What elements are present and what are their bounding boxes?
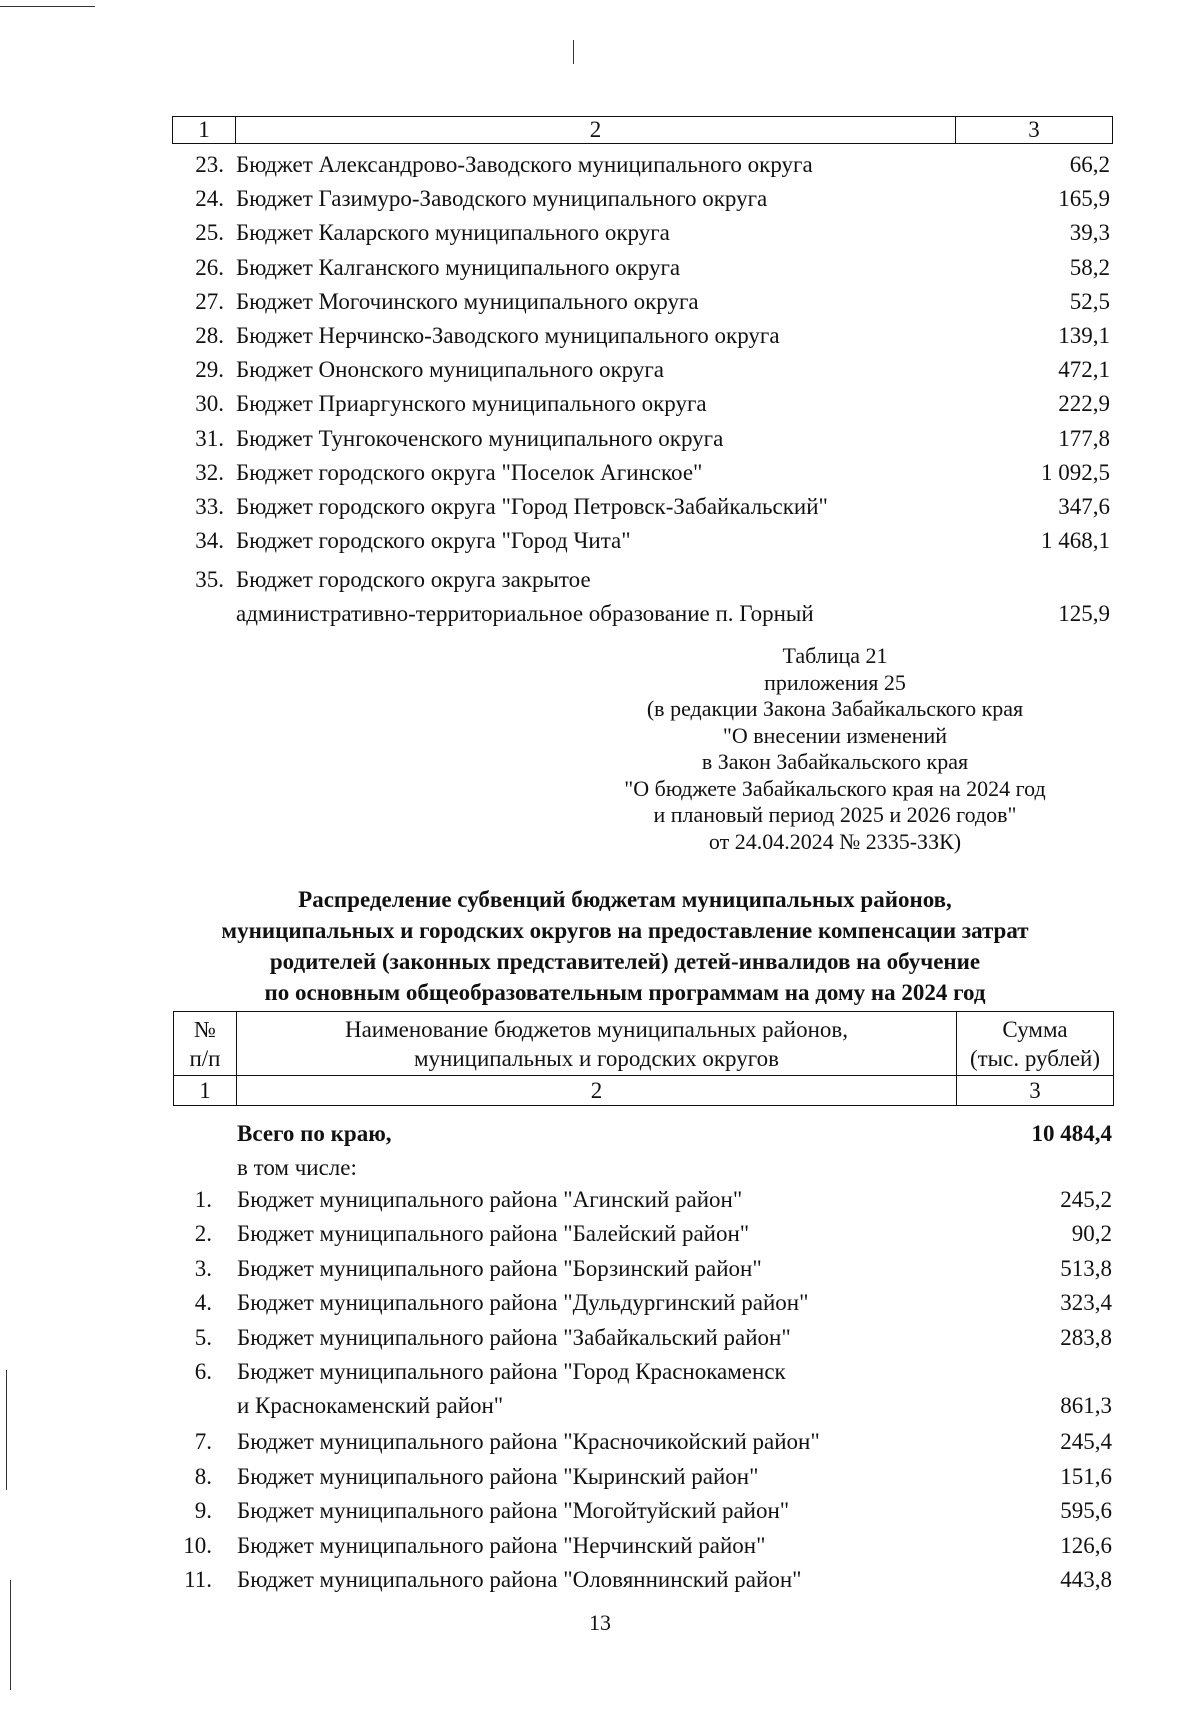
row-name: Бюджет городского округа "Поселок Агинское" <box>236 459 703 485</box>
row-name: Бюджет муниципального района "Красночикойский район" <box>237 1429 820 1454</box>
total-value: 10 484,4 <box>1031 1121 1112 1146</box>
row-value: 90,2 <box>1071 1221 1112 1247</box>
annex-line: в Закон Забайкальского края <box>701 749 969 774</box>
row-name: Бюджет муниципального района "Могойтуйский район" <box>237 1498 790 1523</box>
row-number: 26. <box>195 254 224 280</box>
table-row <box>0 251 1200 285</box>
row-number: 5. <box>194 1324 212 1350</box>
table-row <box>0 1494 1200 1528</box>
table-row <box>0 524 1200 558</box>
row-name: Бюджет муниципального района "Кыринский район" <box>237 1463 759 1489</box>
annex-line: Таблица 21 <box>782 643 888 668</box>
row-value: 245,4 <box>1060 1429 1112 1454</box>
annex-block <box>570 643 1100 855</box>
row-number: 6. <box>194 1359 212 1384</box>
row-name: Бюджет Калганского муниципального округа <box>236 254 681 280</box>
annex-line: и плановый период 2025 и 2026 годов" <box>653 802 1017 827</box>
row-value: 125,9 <box>1058 601 1110 626</box>
scan-artifact-top-left <box>0 6 95 7</box>
table-row <box>0 1286 1200 1320</box>
row-number: 11. <box>184 1567 212 1592</box>
row-value: 1 092,5 <box>1041 459 1110 485</box>
row-number: 25. <box>195 220 224 246</box>
row-value: 52,5 <box>1069 288 1110 314</box>
table-row <box>0 216 1200 250</box>
row-value: 177,8 <box>1058 425 1110 451</box>
col-sum-header: Сумма (тыс. рублей) <box>957 1012 1114 1076</box>
annex-line: (в редакции Закона Забайкальского края <box>646 696 1024 721</box>
document-title <box>150 884 1100 1008</box>
annex-line: "О бюджете Забайкальского края на 2024 год <box>624 775 1046 801</box>
row-number: 8. <box>194 1463 212 1489</box>
row-number: 28. <box>195 323 224 348</box>
table-row <box>0 1183 1200 1217</box>
table-row <box>0 1217 1200 1251</box>
annex-line: от 24.04.2024 № 2335-ЗЗК) <box>708 828 962 854</box>
row-name: Бюджет муниципального района "Нерчинский район" <box>237 1532 766 1558</box>
row-name: Бюджет муниципального района "Балейский район" <box>237 1221 750 1247</box>
scan-artifact-top-mark <box>573 40 574 64</box>
total-label: Всего по краю, <box>237 1121 392 1146</box>
row-value: 323,4 <box>1060 1290 1112 1316</box>
row-number: 7. <box>194 1429 212 1454</box>
table-row <box>0 1563 1200 1597</box>
table-row <box>0 563 1200 633</box>
including-label: в том числе: <box>237 1155 357 1180</box>
row-name: Бюджет городского округа "Город Петровск-Забайкальский" <box>236 494 828 519</box>
table-row <box>0 387 1200 421</box>
row-number: 29. <box>195 357 224 383</box>
row-number: 33. <box>195 494 224 519</box>
col-name-header: Наименование бюджетов муниципальных районов, муниципальных и городских округов <box>237 1012 957 1076</box>
row-name: Бюджет муниципального района "Забайкальский район" <box>237 1324 791 1350</box>
row-value: 222,9 <box>1058 391 1110 417</box>
row-number: 24. <box>195 186 224 212</box>
col-number-header: № п/п <box>174 1012 237 1076</box>
row-number: 3. <box>194 1255 212 1281</box>
top-col3-header: 3 <box>956 117 1113 144</box>
row-number: 4. <box>194 1290 212 1316</box>
col-name-index: 2 <box>237 1076 957 1106</box>
table-row <box>0 1529 1200 1563</box>
title-line: муниципальных и городских округов на предоставление компенсации затрат <box>221 918 1029 943</box>
row-value: 126,6 <box>1060 1532 1112 1558</box>
table-row <box>0 422 1200 456</box>
table-row <box>0 285 1200 319</box>
row-value: 513,8 <box>1060 1255 1112 1281</box>
row-number: 1. <box>194 1187 212 1212</box>
row-number: 9. <box>194 1498 212 1523</box>
row-name: Бюджет городского округа "Город Чита" <box>236 528 631 554</box>
row-number: 23. <box>195 152 224 177</box>
row-number: 34. <box>195 528 224 554</box>
row-value: 66,2 <box>1069 152 1110 177</box>
table-row <box>0 456 1200 490</box>
table-row <box>0 319 1200 353</box>
row-name: Бюджет муниципального района "Оловяннинский район" <box>237 1567 802 1592</box>
row-value: 1 468,1 <box>1041 528 1110 554</box>
table-row <box>0 148 1200 182</box>
row-value: 165,9 <box>1058 186 1110 212</box>
main-table-header <box>173 1011 1114 1106</box>
table-row <box>0 1355 1200 1425</box>
row-name-line1: Бюджет городского округа закрытое <box>236 567 591 592</box>
row-value: 283,8 <box>1060 1324 1112 1350</box>
col-number-index: 1 <box>174 1076 237 1106</box>
title-line: по основным общеобразовательным программам на дому на 2024 год <box>264 980 986 1005</box>
row-name: Бюджет Каларского муниципального округа <box>236 220 670 246</box>
row-value: 443,8 <box>1060 1567 1112 1592</box>
row-name: Бюджет Нерчинско-Заводского муниципального округа <box>236 323 780 348</box>
row-number: 31. <box>195 425 224 451</box>
row-value: 347,6 <box>1058 494 1110 519</box>
row-name-line1: Бюджет муниципального района "Город Краснокаменск <box>237 1359 786 1384</box>
row-name-line2: и Краснокаменский район" <box>237 1393 504 1418</box>
title-line: родителей (законных представителей) детей-инвалидов на обучение <box>269 949 981 974</box>
row-value: 58,2 <box>1069 254 1110 280</box>
row-name: Бюджет Газимуро-Заводского муниципального округа <box>236 186 768 212</box>
row-number: 2. <box>194 1221 212 1247</box>
row-value: 595,6 <box>1060 1498 1112 1523</box>
row-number: 10. <box>183 1532 212 1558</box>
table-row <box>0 1425 1200 1459</box>
row-value: 245,2 <box>1060 1187 1112 1212</box>
row-name: Бюджет Ононского муниципального округа <box>236 357 664 383</box>
table-row <box>0 353 1200 387</box>
top-col1-header: 1 <box>173 117 236 144</box>
row-name: Бюджет Тунгокоченского муниципального округа <box>236 425 724 451</box>
col-sum-index: 3 <box>957 1076 1114 1106</box>
row-name: Бюджет Приаргунского муниципального округа <box>236 391 707 417</box>
row-name: Бюджет муниципального района "Борзинский район" <box>237 1255 762 1281</box>
table-row <box>0 490 1200 524</box>
top-col2-header: 2 <box>236 117 956 144</box>
row-number: 35. <box>195 567 224 592</box>
row-value: 139,1 <box>1058 323 1110 348</box>
title-line: Распределение субвенций бюджетам муниципальных районов, <box>298 887 952 912</box>
row-value: 472,1 <box>1058 357 1110 383</box>
row-value: 151,6 <box>1060 1463 1112 1489</box>
row-name: Бюджет муниципального района "Агинский район" <box>237 1187 743 1212</box>
row-name-line2: административно-территориальное образование п. Горный <box>236 601 814 626</box>
total-row <box>0 1117 1200 1151</box>
row-name: Бюджет муниципального района "Дульдургинский район" <box>237 1290 809 1316</box>
table-row <box>0 1321 1200 1355</box>
row-number: 27. <box>195 288 224 314</box>
page-number: 13 <box>589 1610 611 1635</box>
including-row <box>0 1151 1200 1185</box>
table-row <box>0 182 1200 216</box>
annex-line: приложения 25 <box>764 669 906 695</box>
row-name: Бюджет Александрово-Заводского муниципального округа <box>236 152 813 177</box>
row-number: 30. <box>195 391 224 417</box>
annex-line: "О внесении изменений <box>722 722 948 748</box>
table-row <box>0 1252 1200 1286</box>
row-number: 32. <box>195 459 224 485</box>
top-column-header <box>172 116 1113 144</box>
row-value: 861,3 <box>1060 1393 1112 1418</box>
row-value: 39,3 <box>1069 220 1110 246</box>
table-row <box>0 1460 1200 1494</box>
row-name: Бюджет Могочинского муниципального округа <box>236 288 699 314</box>
